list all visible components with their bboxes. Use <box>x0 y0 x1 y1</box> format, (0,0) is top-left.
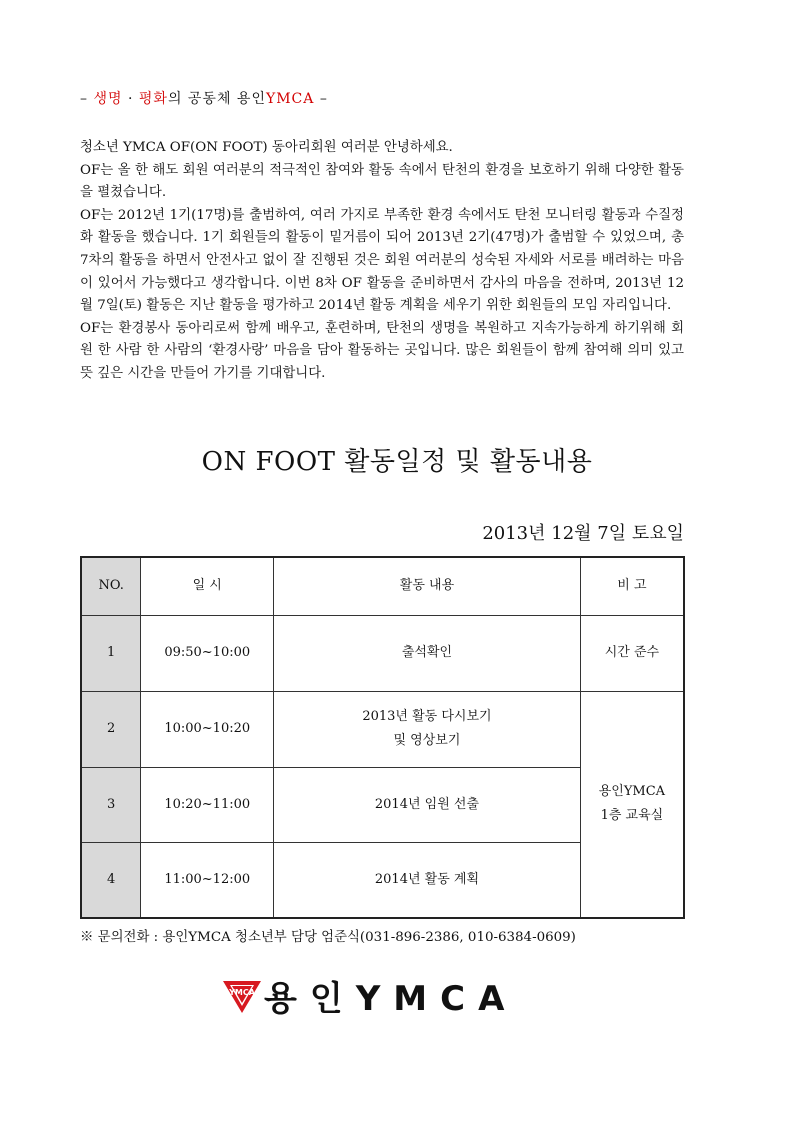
ymca-logo <box>222 975 518 1019</box>
logo-text: 용인YMCA <box>264 978 518 1019</box>
row-no: 2 <box>81 691 141 767</box>
row-no: 3 <box>81 767 141 842</box>
table-header-row <box>81 557 684 615</box>
tagline-life: 생명 <box>93 91 123 107</box>
row-content <box>274 691 581 767</box>
table-row <box>81 615 684 691</box>
table-row <box>81 691 684 767</box>
intro-paragraph: OF는 올 한 해도 회원 여러분의 적극적인 참여와 활동 속에서 탄천의 환경을 보호하기 위해 다양한 활동을 펼쳤습니다. <box>80 162 684 201</box>
page-title: ON FOOT 활동일정 및 활동내용 <box>201 447 593 477</box>
ymca-triangle-icon <box>222 975 262 1015</box>
intro-paragraph: OF는 2012년 1기(17명)를 출범하여, 여러 가지로 부족한 환경 속에서도 탄천 모니터링 활동과 수질정화 활동을 했습니다. 1기 회원들의 활동이 밑거름이 되어 2013년 2기(47명)가 출범할 수 있었으며, 총 7차의 활동을 하면서 안전사고 없이 잘 진행된 것은 회원 여러분의 성숙된 자세와 서로를 배려하는 마음이 있어서 가능했다고 생각합니다. 이번 8차 OF 활동을 준비하면서 감사의 마음을 전하며, 2013년 12월 7일(토) 활동은 지난 활동을 평가하고 2014년 활동 계획을 세우기 위한 회원들의 모임 자리입니다. <box>80 207 684 314</box>
intro-paragraph: OF는 환경봉사 동아리로써 함께 배우고, 훈련하며, 탄천의 생명을 복원하고 지속가능하게 하기위해 회원 한 사람 한 사람의 ‘환경사랑’ 마음을 담아 활동하는 곳입니다. 많은 회원들이 함께 참여해 의미 있고 뜻 깊은 시간을 만들어 가기를 기대합니다. <box>80 320 684 381</box>
intro-letter <box>80 137 684 386</box>
schedule-table <box>80 556 685 919</box>
tagline-peace: 평화 <box>138 91 168 107</box>
row-content <box>274 842 581 918</box>
contact-note: ※ 문의전화 : 용인YMCA 청소년부 담당 엄준식(031-896-2386, 010-6384-0609) <box>80 930 576 945</box>
row-content-line: 및 영상보기 <box>393 733 461 748</box>
header-content: 활동 내용 <box>274 557 581 615</box>
row-content-line: 출석확인 <box>401 645 453 660</box>
tagline-ymca: YMCA <box>265 91 315 107</box>
row-content <box>274 767 581 842</box>
logo-mark-text: YMCA <box>229 988 255 997</box>
row-remark: 시간 준수 <box>580 615 684 691</box>
tagline-dot: · <box>127 91 134 107</box>
row-time: 11:00~12:00 <box>141 842 274 918</box>
tagline-dash-left: – <box>80 91 88 107</box>
tagline-rest: 의 공동체 용인 <box>167 91 266 107</box>
header-no: NO. <box>81 557 141 615</box>
row-content-line: 2013년 활동 다시보기 <box>362 709 492 724</box>
row-no: 4 <box>81 842 141 918</box>
row-no: 1 <box>81 615 141 691</box>
header-time: 일 시 <box>141 557 274 615</box>
row-remark-location <box>580 691 684 918</box>
header-remark: 비 고 <box>580 557 684 615</box>
row-content-line: 2014년 활동 계획 <box>374 871 480 887</box>
row-content-line: 2014년 임원 선출 <box>374 796 480 812</box>
remark-line: 1층 교육실 <box>600 808 664 824</box>
row-content <box>274 615 581 691</box>
event-date: 2013년 12월 7일 토요일 <box>482 523 684 544</box>
remark-line: 용인YMCA <box>598 784 666 800</box>
row-time: 09:50~10:00 <box>141 615 274 691</box>
row-time: 10:00~10:20 <box>141 691 274 767</box>
row-time: 10:20~11:00 <box>141 767 274 842</box>
tagline-dash-right: – <box>319 91 328 107</box>
intro-paragraph: 청소년 YMCA OF(ON FOOT) 동아리회원 여러분 안녕하세요. <box>80 140 453 155</box>
header-tagline <box>80 88 328 108</box>
